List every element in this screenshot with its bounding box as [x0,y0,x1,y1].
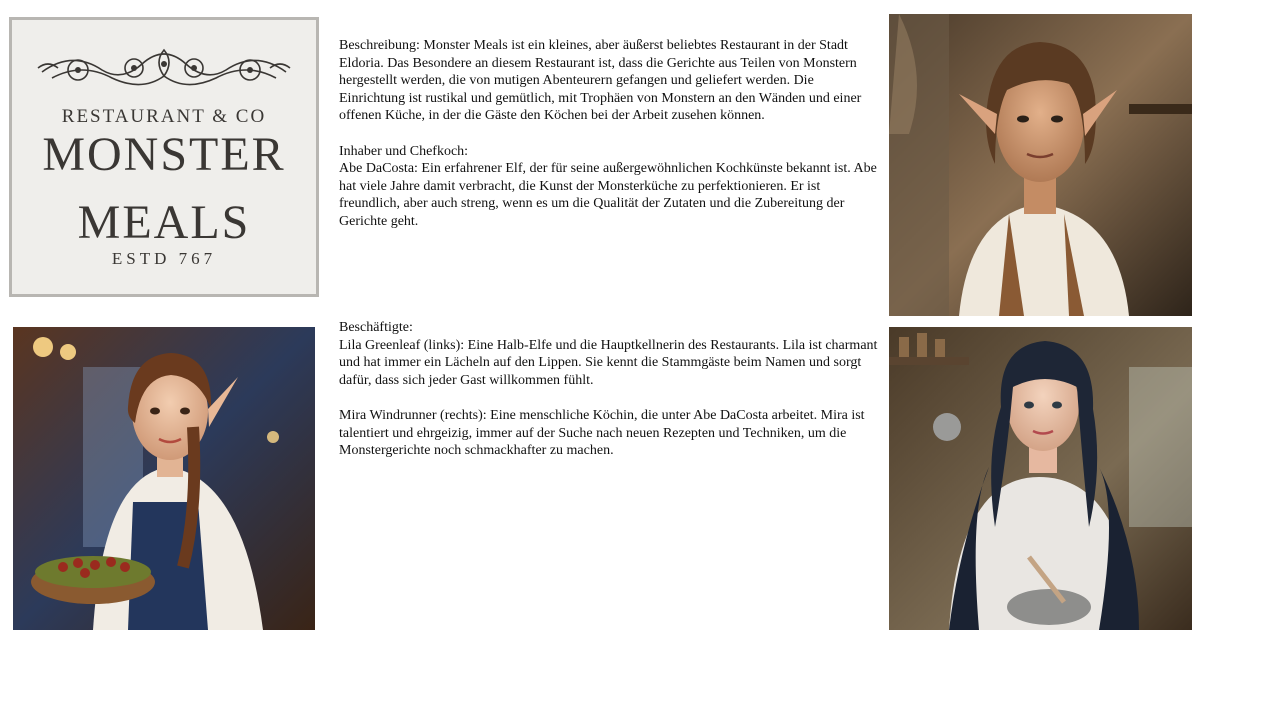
restaurant-logo [9,17,319,297]
description-text: Beschreibung: Monster Meals ist ein kleines, aber äußerst beliebtes Restaurant in der Stadt Eldoria. Das Besondere an diesem Restaurant ist, dass die Gerichte aus Teilen von Monstern hergestellt werden, die von mutigen Abenteurern gefangen und geliefert werden. Die Einrichtung ist rustikal und gemütlich, mit Trophäen von Monstern an den Wänden und einer offenen Küche, in der die Gäste den Köchen bei der Arbeit zusehen können. Inhaber und Chefkoch: Abe DaCosta: Ein erfahrener Elf, der für seine außergewöhnlichen Kochkünste bekannt ist. Abe hat viele Jahre damit verbracht, die Kunst der Monsterküche zu perfektionieren. Er ist freundlich, aber auch streng, wenn es um die Qualität der Zutaten und die Zubereitung der Gerichte geht. [339,38,877,229]
logo-established: ESTD 767 [111,249,217,268]
logo-title-line1: MONSTER [42,128,286,181]
logo-subtitle: RESTAURANT & CO [61,106,267,127]
portrait-abe-dacosta [889,14,1192,316]
staff-text: Beschäftigte: Lila Greenleaf (links): Eine Halb-Elfe und die Hauptkellnerin des Restaurants. Lila ist charmant und hat immer ein Lächeln auf den Lippen. Sie kennt die Stammgäste beim Namen und sorgt dafür, dass sich jeder Gast willkommen fühlt. Mira Windrunner (rechts): Eine menschliche Köchin, die unter Abe DaCosta arbeitet. Mira ist talentiert und ehrgeizig, immer auf der Suche nach neuen Rezepten und Techniken, um die Monstergerichte noch schmackhafter zu machen. [339,320,878,459]
portrait-mira-windrunner [889,327,1192,630]
portrait-lila-greenleaf [13,327,315,630]
logo-title-line2: MEALS [77,196,251,249]
